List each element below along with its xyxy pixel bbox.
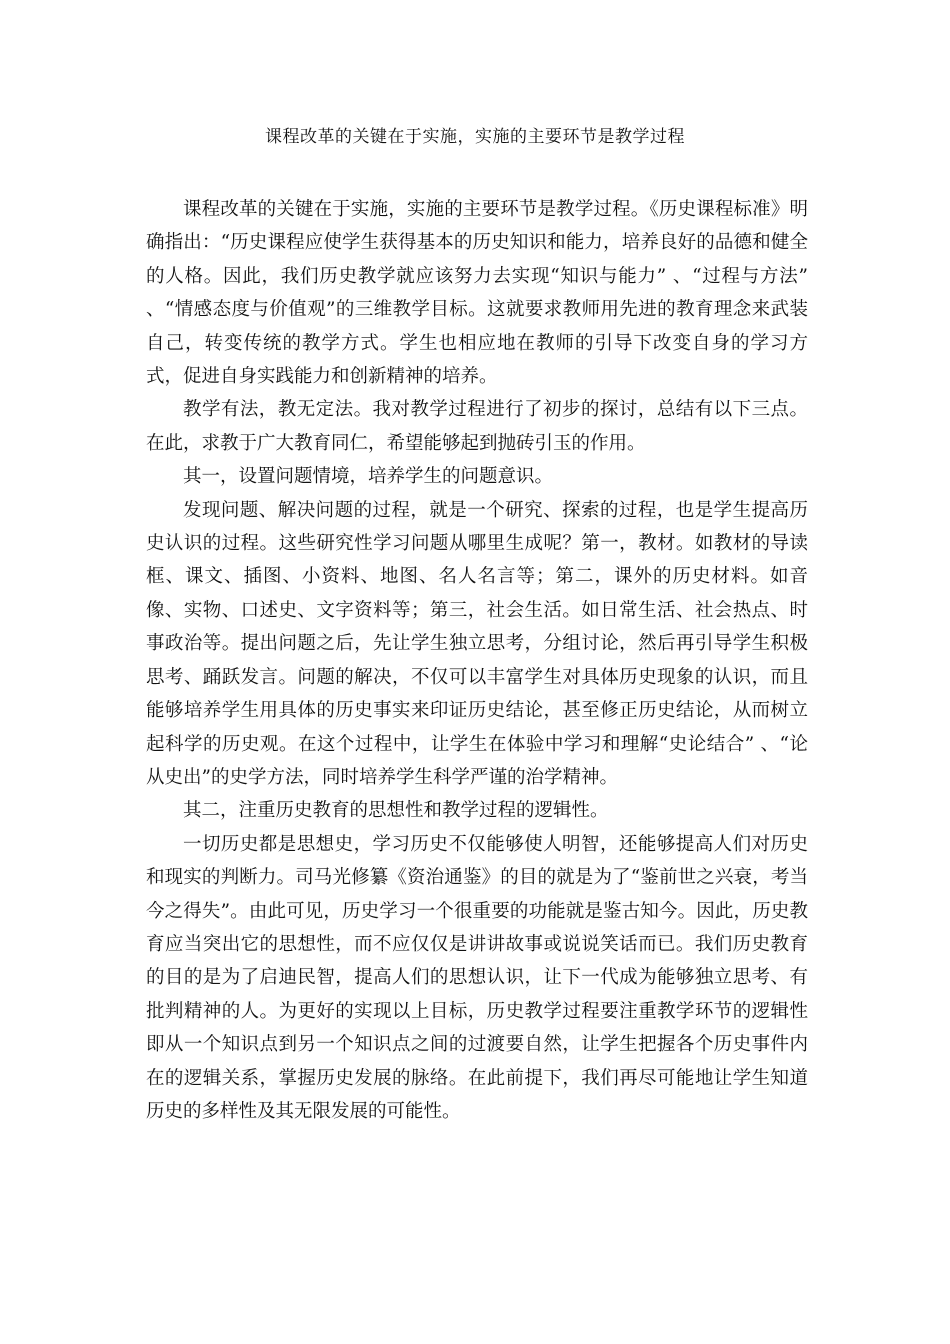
document-title: 课程改革的关键在于实施，实施的主要环节是教学过程	[265, 127, 685, 147]
paragraph-problem-solving: 发现问题、解决问题的过程，就是一个研究、探索的过程，也是学生提高历史认识的过程。这些研究性学习问题从哪里生成呢？第一，教材。如教材的导读框、课文、插图、小资料、地图、名人名言等；第二，课外的历史材料。如音像、实物、口述史、文字资料等；第三，社会生活。如日常生活、社会热点、时事政治等。提出问题之后，先让学生独立思考，分组讨论，然后再引导学生积极思考、踊跃发言。问题的解决，不仅可以丰富学生对具体历史现象的认识，而且能够培养学生用具体的历史事实来印证历史结论，甚至修正历史结论，从而树立起科学的历史观。在这个过程中，让学生在体验中学习和理解“史论结合” 、“论从史出”的史学方法，同时培养学生科学严谨的治学精神。	[146, 499, 808, 788]
section-heading-two: 其二，注重历史教育的思想性和教学过程的逻辑性。	[183, 800, 609, 822]
document-body	[146, 193, 808, 1128]
paragraph-method: 教学有法，教无定法。我对教学过程进行了初步的探讨，总结有以下三点。在此，求教于广大教育同仁，希望能够起到抛砖引玉的作用。	[146, 399, 808, 454]
paragraph-intro: 课程改革的关键在于实施，实施的主要环节是教学过程。《历史课程标准》明确指出：“历史课程应使学生获得基本的历史知识和能力，培养良好的品德和健全的人格。因此，我们历史教学就应该努力去实现“知识与能力” 、“过程与方法” 、“情感态度与价值观”的三维教学目标。这就要求教师用先进的教育理念来武装自己，转变传统的教学方式。学生也相应地在教师的引导下改变自身的学习方式，促进自身实践能力和创新精神的培养。	[146, 199, 808, 388]
section-heading-one: 其一，设置问题情境，培养学生的问题意识。	[183, 466, 554, 488]
paragraph-thought-logic: 一切历史都是思想史，学习历史不仅能够使人明智，还能够提高人们对历史和现实的判断力。司马光修纂《资治通鉴》的目的就是为了“鉴前世之兴衰，考当今之得失”。由此可见，历史学习一个很重要的功能就是鉴古知今。因此，历史教育应当突出它的思想性，而不应仅仅是讲讲故事或说说笑话而已。我们历史教育的目的是为了启迪民智，提高人们的思想认识，让下一代成为能够独立思考、有批判精神的人。为更好的实现以上目标，历史教学过程要注重教学环节的逻辑性即从一个知识点到另一个知识点之间的过渡要自然，让学生把握各个历史事件内在的逻辑关系，掌握历史发展的脉络。在此前提下，我们再尽可能地让学生知道历史的多样性及其无限发展的可能性。	[146, 833, 808, 1122]
